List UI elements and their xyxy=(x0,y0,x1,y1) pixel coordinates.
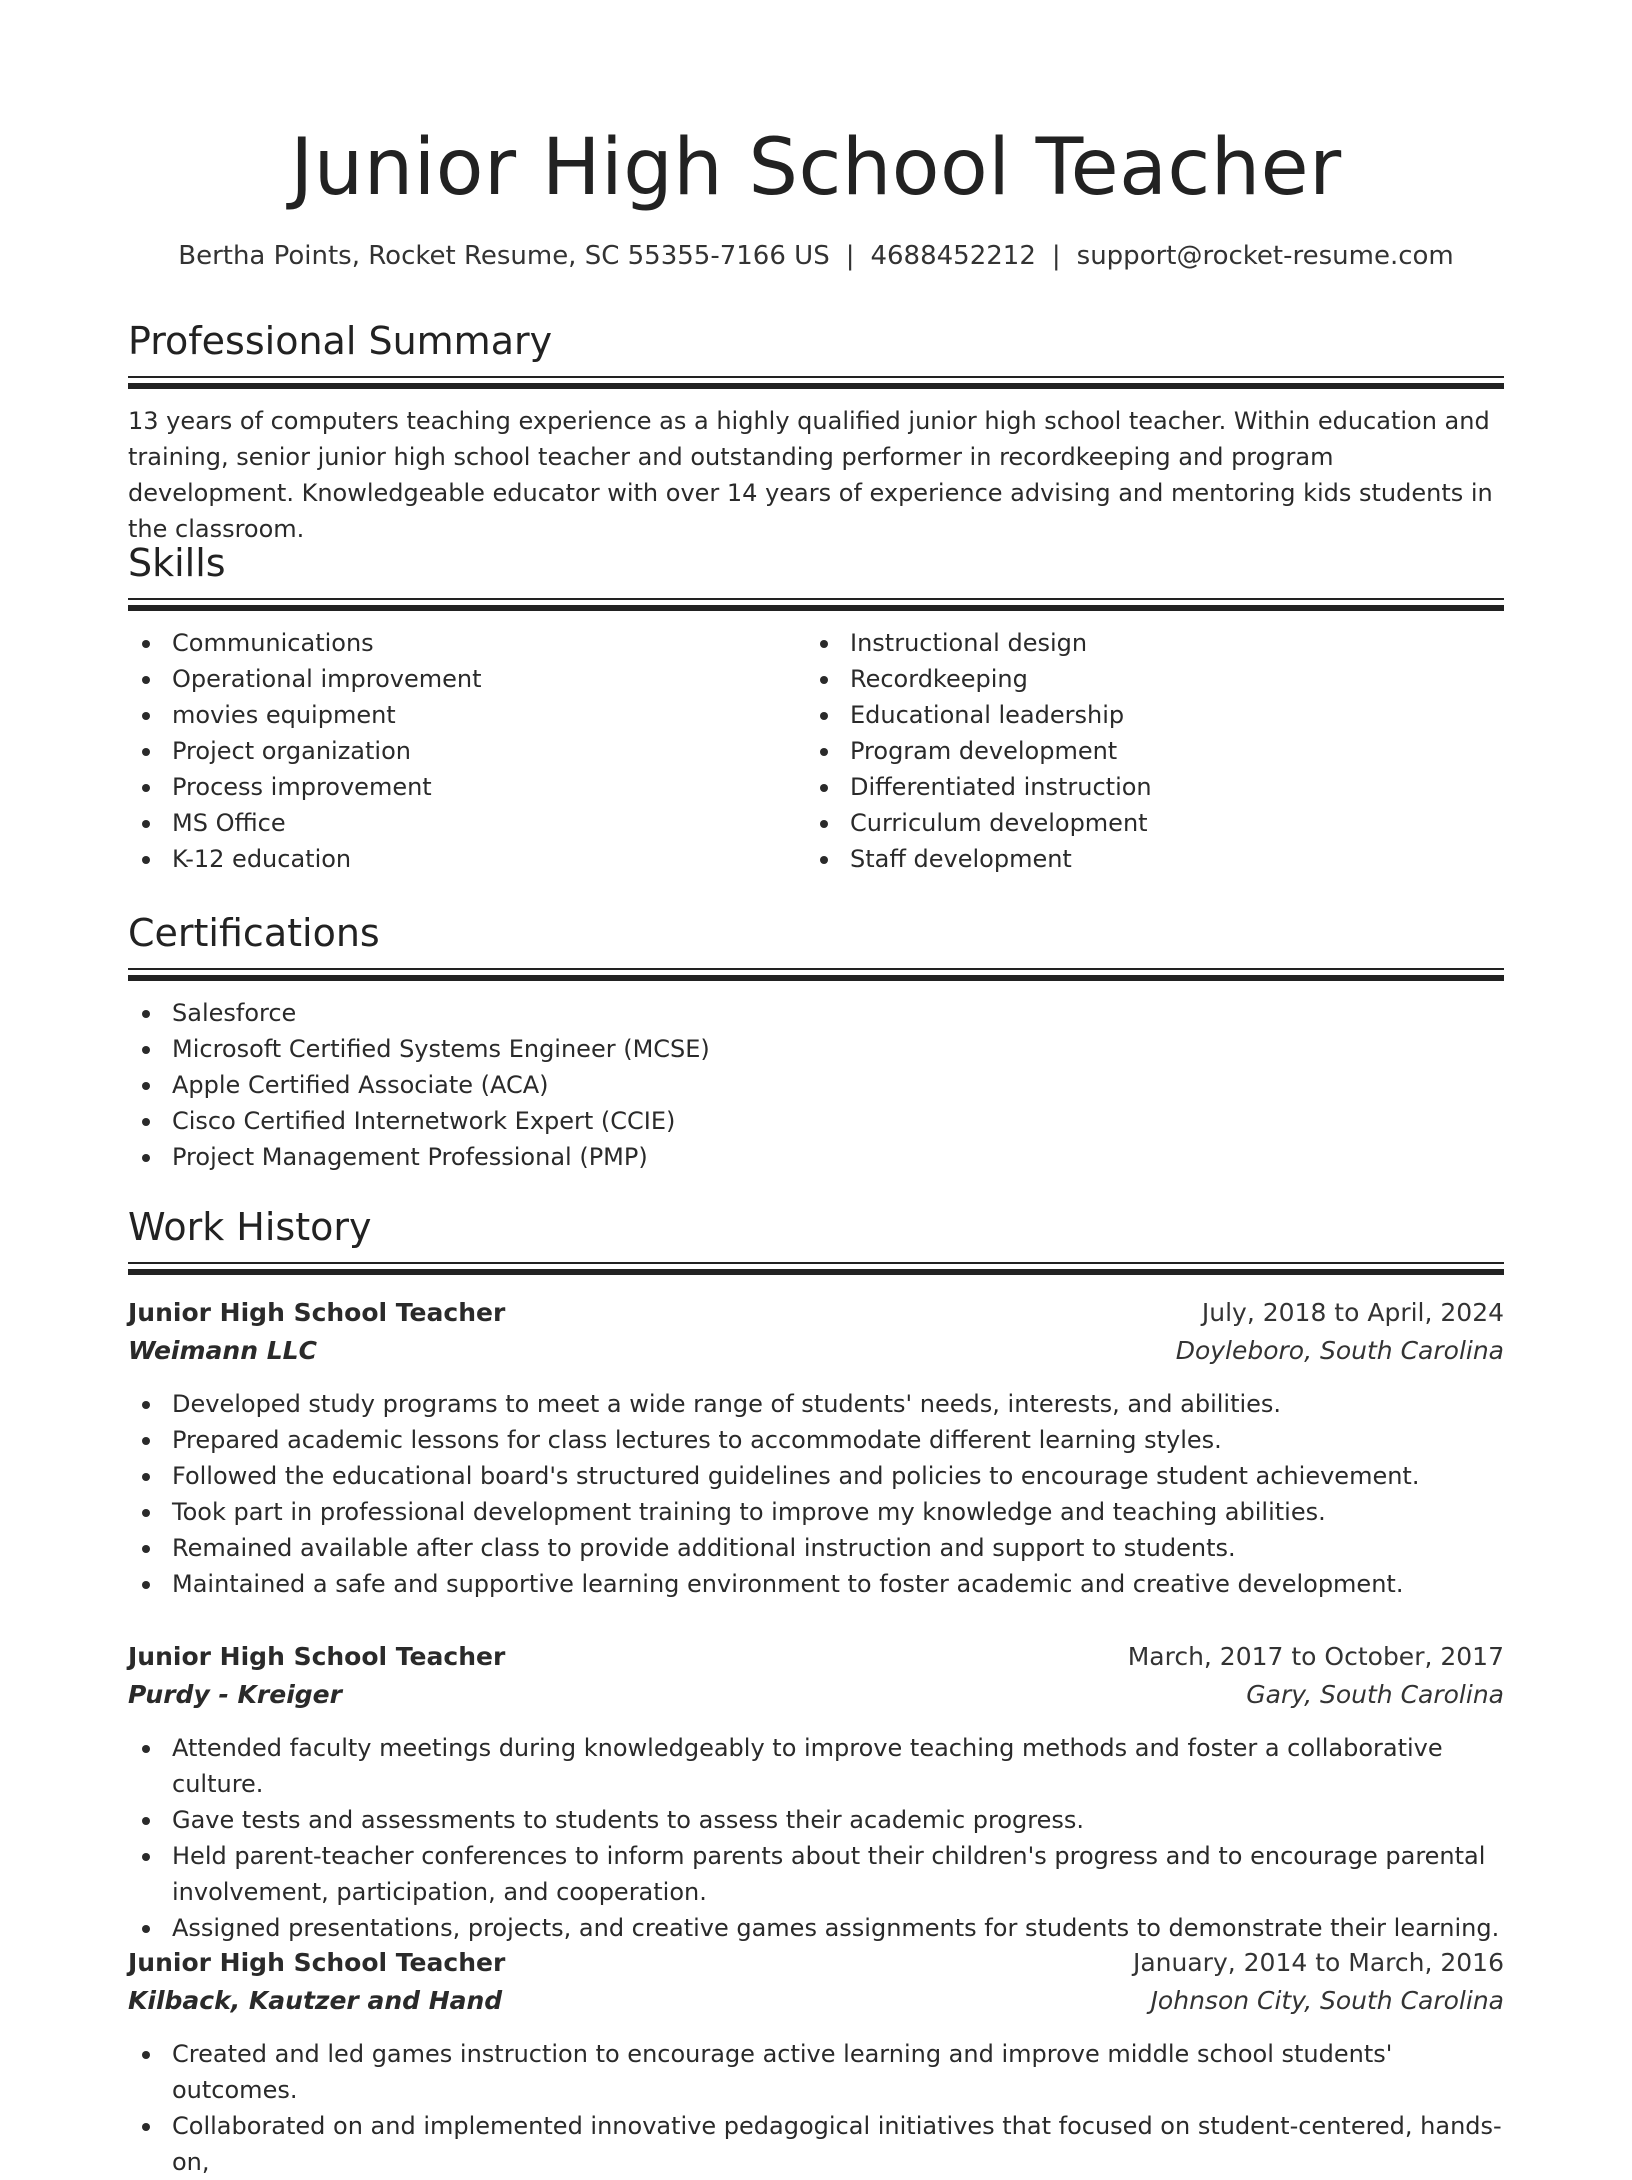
job-dates: July, 2018 to April, 2024 xyxy=(1201,1298,1504,1327)
list-item: Prepared academic lessons for class lectures to accommodate different learning styles. xyxy=(128,1422,1504,1458)
list-item: Communications xyxy=(128,625,806,661)
job-dates: March, 2017 to October, 2017 xyxy=(1127,1642,1504,1671)
section-title: Professional Summary xyxy=(128,319,553,363)
job-bullets xyxy=(128,2036,1504,2180)
list-item: Program development xyxy=(806,733,1484,769)
list-item: Curriculum development xyxy=(806,805,1484,841)
job-header xyxy=(128,1944,1504,1982)
section-rule xyxy=(128,376,1504,389)
list-item: Process improvement xyxy=(128,769,806,805)
list-item: Salesforce xyxy=(128,995,1504,1031)
list-item: Recordkeeping xyxy=(806,661,1484,697)
list-item: Operational improvement xyxy=(128,661,806,697)
section-work-history xyxy=(128,1202,1504,1275)
contact-separator: | xyxy=(1051,241,1061,271)
list-item: Project Management Professional (PMP) xyxy=(128,1139,1504,1175)
list-item: Staff development xyxy=(806,841,1484,877)
section-title: Skills xyxy=(128,541,226,585)
list-item: Microsoft Certified Systems Engineer (MCSE) xyxy=(128,1031,1504,1067)
section-rule xyxy=(128,598,1504,611)
job-title: Junior High School Teacher xyxy=(128,1298,506,1327)
list-item: Project organization xyxy=(128,733,806,769)
list-item: Collaborated on and implemented innovative pedagogical initiatives that focused on student-centered, hands-on, xyxy=(128,2108,1504,2180)
skills-list-right xyxy=(806,625,1484,877)
job-location: Johnson City, South Carolina xyxy=(1150,1986,1504,2015)
list-item: movies equipment xyxy=(128,697,806,733)
contact-email[interactable]: support@rocket-resume.com xyxy=(1076,241,1454,271)
resume-name: Junior High School Teacher xyxy=(290,123,1342,213)
section-skills xyxy=(128,538,1504,877)
job-company: Kilback, Kautzer and Hand xyxy=(128,1986,503,2015)
contact-line xyxy=(128,238,1504,274)
skills-list-left xyxy=(128,625,806,877)
job-location: Gary, South Carolina xyxy=(1246,1680,1504,1709)
job-entry xyxy=(128,1944,1504,2180)
job-subheader xyxy=(128,1332,1504,1370)
list-item: Apple Certified Associate (ACA) xyxy=(128,1067,1504,1103)
skills-columns xyxy=(128,625,1504,877)
list-item: K-12 education xyxy=(128,841,806,877)
job-title: Junior High School Teacher xyxy=(128,1642,506,1671)
list-item: Attended faculty meetings during knowledgeably to improve teaching methods and foster a collaborative culture. xyxy=(128,1730,1504,1802)
job-title: Junior High School Teacher xyxy=(128,1948,506,1977)
list-item: Educational leadership xyxy=(806,697,1484,733)
section-summary xyxy=(128,316,1504,547)
job-header xyxy=(128,1294,1504,1332)
list-item: Took part in professional development training to improve my knowledge and teaching abilities. xyxy=(128,1494,1504,1530)
contact-address: Bertha Points, Rocket Resume, SC 55355-7166 US xyxy=(178,241,830,271)
job-subheader xyxy=(128,1982,1504,2020)
list-item: MS Office xyxy=(128,805,806,841)
certifications-list xyxy=(128,995,1504,1175)
contact-phone: 4688452212 xyxy=(870,241,1036,271)
list-item: Held parent-teacher conferences to inform parents about their children's progress and to encourage parental involvement, participation, and cooperation. xyxy=(128,1838,1504,1910)
job-bullets xyxy=(128,1386,1504,1602)
summary-text: 13 years of computers teaching experience as a highly qualified junior high school teacher. Within education and training, senior junior high school teacher and outstanding performer in recordkeeping and program development. Knowledgeable educator with over 14 years of experience advising and mentoring kids students in the classroom. xyxy=(128,407,1493,543)
job-header xyxy=(128,1638,1504,1676)
list-item: Remained available after class to provide additional instruction and support to students. xyxy=(128,1530,1504,1566)
list-item: Followed the educational board's structured guidelines and policies to encourage student achievement. xyxy=(128,1458,1504,1494)
list-item: Developed study programs to meet a wide range of students' needs, interests, and abilities. xyxy=(128,1386,1504,1422)
contact-separator: | xyxy=(845,241,855,271)
list-item: Created and led games instruction to encourage active learning and improve middle school students' outcomes. xyxy=(128,2036,1504,2108)
job-entry xyxy=(128,1294,1504,1602)
job-subheader xyxy=(128,1676,1504,1714)
job-company: Purdy - Kreiger xyxy=(128,1680,342,1709)
list-item: Cisco Certified Internetwork Expert (CCIE) xyxy=(128,1103,1504,1139)
list-item: Instructional design xyxy=(806,625,1484,661)
section-certifications xyxy=(128,908,1504,1175)
section-title: Certifications xyxy=(128,911,380,955)
job-company: Weimann LLC xyxy=(128,1336,317,1365)
list-item: Differentiated instruction xyxy=(806,769,1484,805)
section-rule xyxy=(128,1262,1504,1275)
list-item: Maintained a safe and supportive learning environment to foster academic and creative development. xyxy=(128,1566,1504,1602)
list-item: Gave tests and assessments to students to assess their academic progress. xyxy=(128,1802,1504,1838)
job-entry xyxy=(128,1638,1504,1946)
list-item: Assigned presentations, projects, and creative games assignments for students to demonstrate their learning. xyxy=(128,1910,1504,1946)
section-rule xyxy=(128,968,1504,981)
section-title: Work History xyxy=(128,1205,372,1249)
job-dates: January, 2014 to March, 2016 xyxy=(1132,1948,1504,1977)
job-location: Doyleboro, South Carolina xyxy=(1175,1336,1504,1365)
job-bullets xyxy=(128,1730,1504,1946)
